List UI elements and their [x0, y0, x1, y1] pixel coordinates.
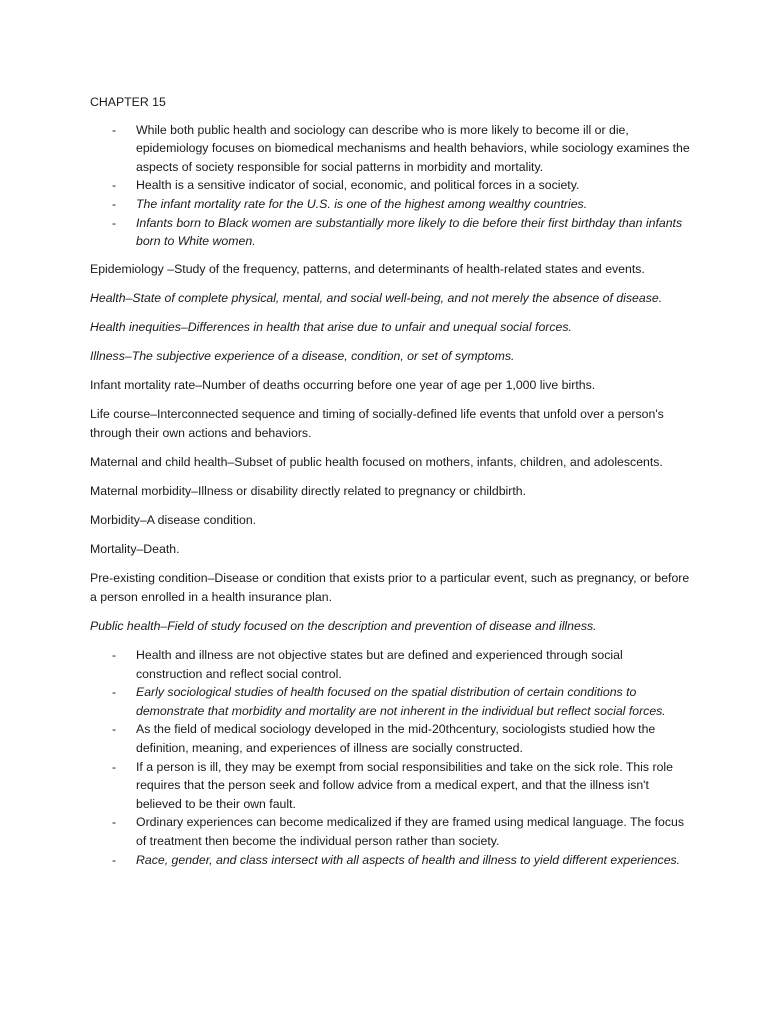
definition-paragraph: Illness–The subjective experience of a disease, condition, or set of symptoms.	[90, 349, 515, 364]
bullet-list-bottom	[90, 646, 690, 869]
bullet-text: Early sociological studies of health focused on the spatial distribution of certain conditions to demonstrate that morbidity and mortality are not inherent in the individual but reflect social forces.	[136, 685, 666, 718]
bullet-list-top	[90, 121, 690, 251]
bullet-text: Health is a sensitive indicator of social, economic, and political forces in a society.	[136, 178, 580, 193]
chapter-title: CHAPTER 15	[90, 95, 166, 109]
bullet-item	[90, 195, 690, 214]
bullet-text: As the field of medical sociology developed in the mid-20thcentury, sociologists studied how the definition, meaning, and experiences of illness are socially constructed.	[136, 722, 656, 756]
definition-paragraph: Maternal and child health–Subset of public health focused on mothers, infants, children, and adolescents.	[90, 454, 663, 469]
bullet-dash: -	[112, 685, 117, 700]
bullet-item	[90, 214, 690, 251]
bullet-item	[90, 176, 690, 195]
bullet-dash: -	[112, 196, 117, 211]
bullet-item	[90, 121, 690, 177]
definition-paragraph: Health inequities–Differences in health that arise due to unfair and unequal social forces.	[90, 319, 572, 334]
definition-paragraph: Infant mortality rate–Number of deaths occurring before one year of age per 1,000 live births.	[90, 378, 596, 393]
bullet-text: Infants born to Black women are substantially more likely to die before their first birthday than infants born to White women.	[136, 215, 683, 249]
bullet-dash: -	[112, 122, 117, 137]
bullet-text: If a person is ill, they may be exempt from social responsibilities and take on the sick role. This role requires that the person seek and follow advice from a medical expert, and that the illness isn't believed to be their own fault.	[136, 759, 673, 811]
definition-paragraph: Mortality–Death.	[90, 542, 180, 557]
bullet-item	[90, 720, 690, 757]
bullet-item	[90, 646, 690, 683]
bullet-text: Race, gender, and class intersect with all aspects of health and illness to yield different experiences.	[136, 852, 681, 867]
bullet-item	[90, 813, 690, 850]
definition-paragraph: Morbidity–A disease condition.	[90, 513, 257, 528]
bullet-dash: -	[112, 178, 117, 193]
bullet-item	[90, 683, 690, 720]
definition-paragraph: Health–State of complete physical, mental, and social well-being, and not merely the absence of disease.	[90, 290, 663, 305]
bullet-dash: -	[112, 215, 117, 230]
bullet-dash: -	[112, 759, 117, 774]
definitions-list	[90, 260, 690, 636]
bullet-item	[90, 758, 690, 814]
definition-paragraph: Epidemiology –Study of the frequency, patterns, and determinants of health-related states and events.	[90, 261, 645, 276]
bullet-item	[90, 851, 690, 870]
bullet-dash: -	[112, 852, 117, 867]
document-page	[90, 93, 690, 878]
bullet-text: Ordinary experiences can become medicalized if they are framed using medical language. The focus of treatment then become the individual person rather than society.	[136, 815, 684, 848]
bullet-text: The infant mortality rate for the U.S. is one of the highest among wealthy countries.	[136, 196, 588, 211]
bullet-text: Health and illness are not objective states but are defined and experienced through social construction and reflect social control.	[136, 648, 623, 681]
definition-paragraph: Public health–Field of study focused on the description and prevention of disease and illness.	[90, 618, 597, 633]
bullet-text: While both public health and sociology can describe who is more likely to become ill or die, epidemiology focuses on biomedical mechanisms and health behaviors, while sociology examines the aspects of society responsible for social patterns in morbidity and mortality.	[136, 122, 690, 174]
bullet-dash: -	[112, 722, 117, 737]
bullet-dash: -	[112, 815, 117, 830]
definition-paragraph: Maternal morbidity–Illness or disability directly related to pregnancy or childbirth.	[90, 484, 527, 498]
definition-paragraph: Pre-existing condition–Disease or condition that exists prior to a particular event, such as pregnancy, or before a person enrolled in a health insurance plan.	[90, 571, 690, 604]
definition-paragraph: Life course–Interconnected sequence and timing of socially-defined life events that unfold over a person's through their own actions and behaviors.	[90, 407, 664, 440]
bullet-dash: -	[112, 648, 117, 663]
